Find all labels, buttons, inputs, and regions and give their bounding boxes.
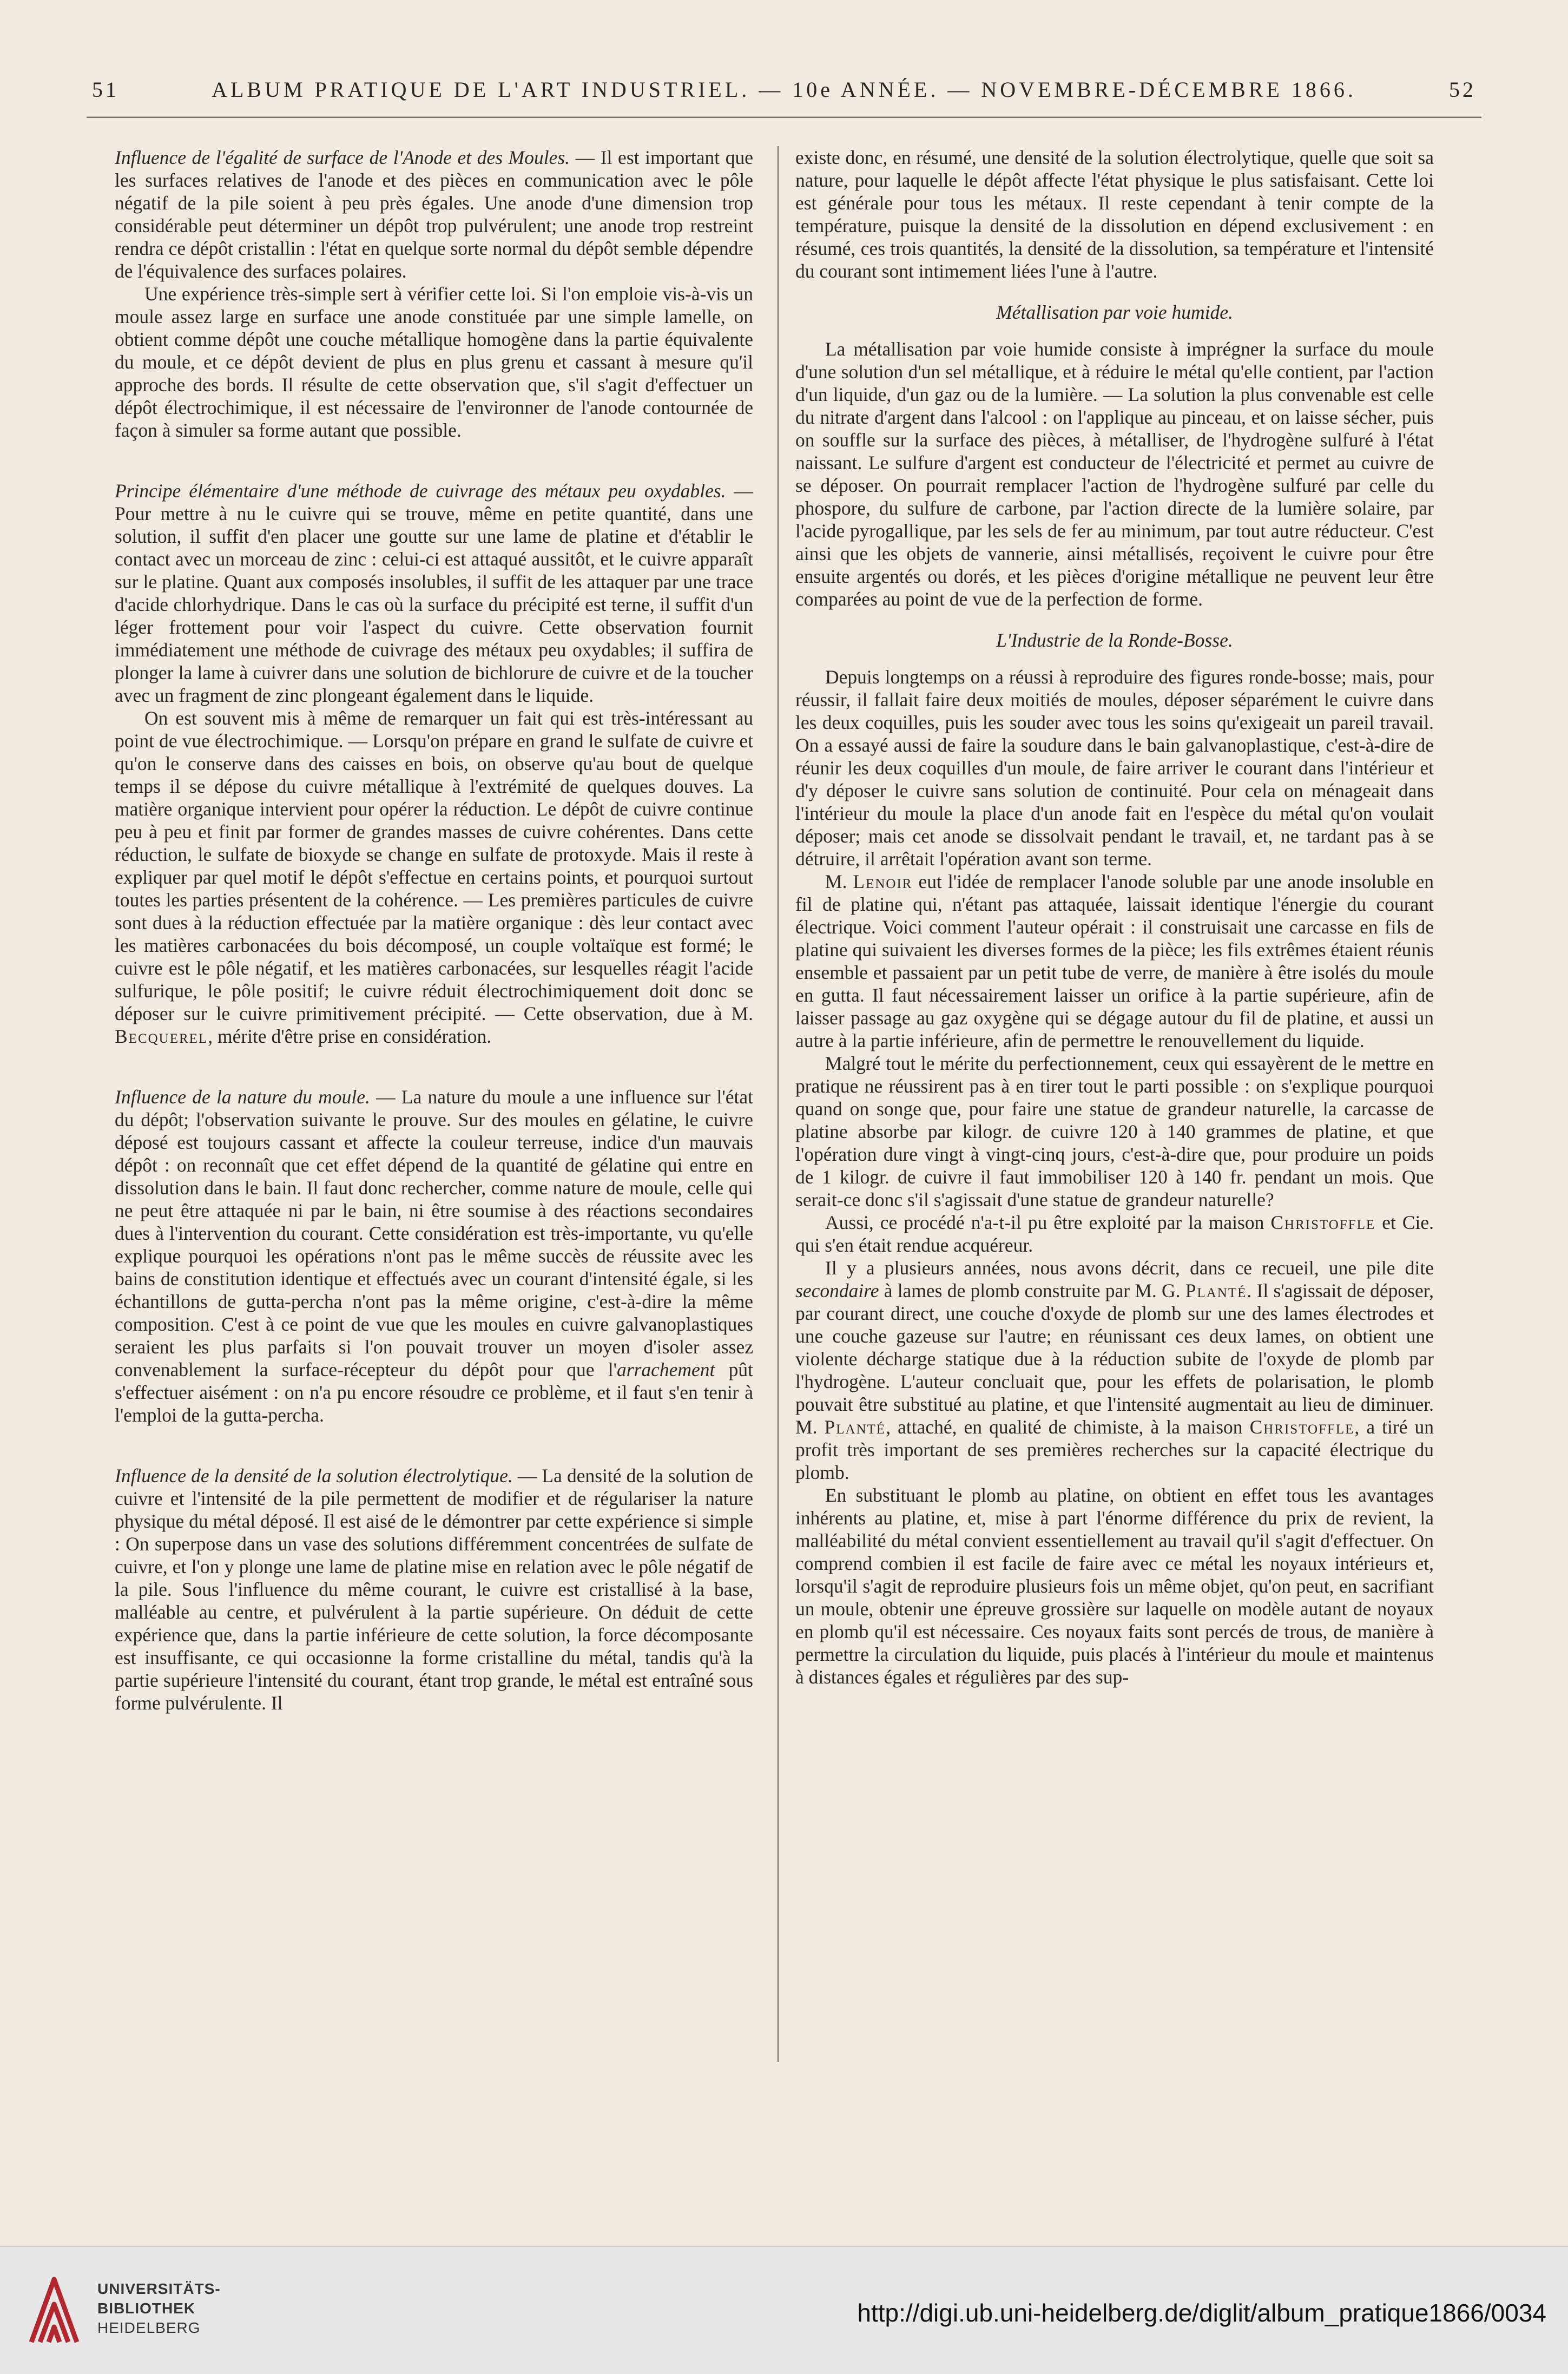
spacer bbox=[115, 1426, 753, 1464]
person-name: Planté bbox=[824, 1416, 886, 1438]
library-logo-icon[interactable] bbox=[22, 2273, 87, 2349]
permalink-url[interactable]: http://digi.ub.uni-heidelberg.de/diglit/album_pratique1866/0034 bbox=[857, 2299, 1546, 2327]
person-name: Becquerel bbox=[115, 1025, 208, 1047]
paragraph-text: et Cie. qui s'en était rendue acquéreur. bbox=[795, 1212, 1434, 1256]
paragraph: existe donc, en résumé, une densité de la solution électrolytique, quelle que soit sa nature, pour laquelle le dépôt affecte l'état physique le plus satisfaisant. Cette loi est générale pour tous les métaux. Il reste cependant à tenir compte de la température, puisque la densité de la dissolution en dépend exclusivement : en résumé, ces trois quantités, la densité de la dissolution, sa température et l'intensité du courant sont intimement liées l'une à l'autre. bbox=[795, 147, 1434, 282]
person-name: Planté bbox=[1185, 1280, 1247, 1301]
paragraph-text: M. bbox=[825, 871, 853, 892]
paragraph bbox=[115, 1086, 753, 1426]
section-heading: Influence de l'égalité de surface de l'Anode et des Moules. bbox=[115, 147, 570, 168]
left-column bbox=[115, 146, 753, 1714]
paragraph-text: On est souvent mis à même de remarquer un fait qui est très-intéressant au point de vue électrochimique. — Lorsqu'on prépare en grand le sulfate de cuivre et qu'on le conserve dans des caisses en bois, on observe qu'au bout de quelque temps il se dépose du cuivre métallique à l'extrémité de quelques douves. La matière organique intervient pour opérer la réduction. Le dépôt de cuivre continue peu à peu et finit par former de grandes masses de cuivre cohérentes. Dans cette réduction, le sulfate de bioxyde se change en sulfate de protoxyde. Mais il reste à expliquer par quel motif le dépôt s'effectue en certains points, et pourquoi surtout toutes les parties présentent de la cohérence. — Les premières particules de cuivre sont dues à la réduction effectuée par la matière organique : dès leur contact avec les matières carbonacées du bois décomposé, un couple voltaïque est formé; le cuivre est le pôle négatif, et les matières carbonacées, sur lesquelles réagit l'acide sulfurique, le pôle positif; le cuivre réduit électrochimiquement doit donc se déposer sur le cuivre primitivement précipité. — Cette observation, due à M. bbox=[115, 707, 753, 1024]
paragraph bbox=[795, 1211, 1434, 1257]
paragraph bbox=[795, 870, 1434, 1052]
paragraph bbox=[115, 707, 753, 1048]
paragraph-text: . Il s'agissait de déposer, par courant direct, une couche d'oxyde de plomb sur une des lames électrodes et une couche gazeuse sur l'autre; en réunissant ces deux lames, on obtient une violente décharge statique due à la réduction subite de l'oxyde de plomb par l'hydrogène. L'auteur concluait que, pour les effets de polarisation, le plomb pouvait être substitué au platine, et que l'intensité augmentait au lieu de diminuer. M. bbox=[795, 1280, 1434, 1438]
paragraph: Malgré tout le mérite du perfectionnement, ceux qui essayèrent de le mettre en pratique ne réussirent pas à en tirer tout le parti possible : on s'explique pourquoi quand on songe que, pour faire une statue de grandeur naturelle, la carcasse de platine absorbe par kilogr. de cuivre 120 à 140 grammes de platine, et que l'opération dure vingt à vingt-cinq jours, c'est-à-dire que, pour produire un poids de 1 kilogr. de cuivre il faut immobiliser 120 à 140 fr. pendant un mois. Que serait-ce donc s'il s'agissait d'une statue de grandeur naturelle? bbox=[795, 1053, 1434, 1211]
paragraph-text: , a tiré un profit très important de ses premières recherches sur la capacité électrique du plomb. bbox=[795, 1416, 1434, 1483]
journal-title: ALBUM PRATIQUE DE L'ART INDUSTRIEL. — 10e ANNÉE. — NOVEMBRE-DÉCEMBRE 1866. bbox=[212, 77, 1356, 102]
page-number-right: 52 bbox=[1449, 77, 1476, 102]
company-name: Christoffle bbox=[1270, 1212, 1376, 1233]
paragraph-text: — Il est important que les surfaces relatives de l'anode et des pièces en communication avec le pôle négatif de la pile soient à peu près égales. Une anode d'une dimension trop considérable peut déterminer un dépôt trop pulvérulent; une anode trop restreint rendra ce dépôt cristallin : l'état en quelque sorte normal du dépôt semble dépendre de l'équivalence des surfaces polaires. bbox=[115, 147, 753, 282]
paragraph-text: , attaché, en qualité de chimiste, à la maison bbox=[886, 1416, 1250, 1438]
section-title: Métallisation par voie humide. bbox=[996, 301, 1233, 323]
paragraph-text: à lames de plomb construite par M. G. bbox=[879, 1280, 1185, 1301]
italic-term: arrachement bbox=[617, 1359, 715, 1380]
section-heading: Principe élémentaire d'une méthode de cuivrage des métaux peu oxydables. bbox=[115, 480, 726, 502]
running-header bbox=[92, 70, 1476, 108]
paragraph-text: — Pour mettre à nu le cuivre qui se trouve, même en petite quantité, dans une solution, il suffit d'en placer une goutte sur une lame de platine et d'établir le contact avec un morceau de zinc : celui-ci est attaqué aussitôt, et le cuivre apparaît sur le platine. Quant aux composés insolubles, il suffit de les attaquer par une trace d'acide chlorhydrique. Dans le cas où la surface du précipité est terne, il suffit d'un léger frottement pour voir l'aspect du cuivre. Cette observation fournit immédiatement une méthode de cuivrage des métaux peu oxydables; il suffira de plonger la lame à cuivrer dans une solution de bichlorure de cuivre et de la toucher avec un fragment de zinc plongeant également dans le liquide. bbox=[115, 480, 753, 706]
paragraph-text: Aussi, ce procédé n'a-t-il pu être exploité par la maison bbox=[825, 1212, 1271, 1233]
paragraph bbox=[115, 146, 753, 282]
section-heading: Influence de la nature du moule. bbox=[115, 1086, 370, 1108]
digitization-footer bbox=[0, 2246, 1568, 2374]
paragraph bbox=[115, 1464, 753, 1714]
column-divider bbox=[778, 146, 779, 2062]
person-name: Lenoir bbox=[853, 871, 913, 892]
paragraph: En substituant le plomb au platine, on obtient en effet tous les avantages inhérents au platine, et, mise à part l'énorme différence du prix de revient, la malléabilité du métal convient essentiellement au travail qu'il s'agit d'effectuer. On comprend combien il est facile de faire avec ce métal les noyaux intérieurs et, lorsqu'il s'agit de reproduire plusieurs fois un même objet, qu'on peut, en sacrifiant un moule, obtenir une épreuve grossière sur laquelle on modèle autant de noyaux en plomb qu'il est nécessaire. Ces noyaux faits sont percés de trous, de manière à permettre la circulation du liquide, puis placés à l'intérieur du moule et maintenus à distances égales et régulières par des sup- bbox=[795, 1484, 1434, 1688]
paragraph: Depuis longtemps on a réussi à reproduire des figures ronde-bosse; mais, pour réussir, il fallait faire deux moitiés de moules, déposer séparément le cuivre dans les deux coquilles, puis les souder avec tous les soins qu'exigeait un pareil travail. On a essayé aussi de faire la soudure dans le bain galvanoplastique, c'est-à-dire de réunir les deux coquilles d'un moule, de faire arriver le courant dans l'intérieur et d'y déposer le cuivre sans solution de continuité. Pour cela on ménageait dans l'intérieur du moule la place d'un anode fait en l'espèce du métal qu'on voulait déposer; mais cet anode se dissolvait pendant le travail, et, ne tardant pas à se détruire, il arrêtait l'opération avant son terme. bbox=[795, 666, 1434, 870]
section-heading: Influence de la densité de la solution électrolytique. bbox=[115, 1465, 513, 1487]
paragraph: Une expérience très-simple sert à vérifier cette loi. Si l'on emploie vis-à-vis un moule assez large en surface une anode constituée par une simple lamelle, on obtient comme dépôt une couche métallique homogène dans la partie équivalente du moule, et ce dépôt devient de plus en plus grenu et cassant à mesure qu'il approche des bords. Il résulte de cette observation que, s'il s'agit d'effectuer un dépôt électrochimique, il est nécessaire de l'environner de l'anode contournée de façon à simuler sa forme autant que possible. bbox=[115, 283, 753, 441]
spacer bbox=[115, 442, 753, 479]
library-name-line: UNIVERSITÄTS- bbox=[97, 2280, 221, 2297]
paragraph-text: — La nature du moule a une influence sur l'état du dépôt; l'observation suivante le prouve. Sur des moules en gélatine, le cuivre déposé est toujours cassant et affecte la couleur terreuse, indice d'un mauvais dépôt : on reconnaît que cet effet dépend de la quantité de gélatine qui entre en dissolution dans le bain. Il faut donc rechercher, comme nature de moule, celle qui ne peut être attaquée ni par le bain, ni être soumise à des réactions secondaires dues à l'intervention du courant. Cette considération est très-importante, vu qu'elle explique pourquoi les opérations n'ont pas le même succès de réussite avec les bains de constitution identique et effectués avec un courant d'intensité égale, si les échantillons de gutta-percha n'ont pas la même origine, c'est-à-dire la même composition. C'est à ce point de vue que les moules en cuivre galvanoplastiques seraient les plus parfaits si l'on pouvait trouver un moyen d'isoler assez convenablement la surface-récepteur du dépôt pour que l' bbox=[115, 1086, 753, 1380]
paragraph bbox=[115, 479, 753, 707]
library-name-line: HEIDELBERG bbox=[97, 2319, 201, 2336]
paragraph-text: eut l'idée de remplacer l'anode soluble par une anode insoluble en fil de platine qui, n'étant pas attaquée, laissait identique l'énergie du courant électrique. Voici comment l'auteur opérait : il construisait une carcasse en fils de platine qui suivaient les diverses formes de la pièce; les fils extrêmes étaient réunis ensemble et passaient par un petit tube de verre, de manière à être isolés du moule en gutta. Il faut nécessairement laisser un orifice à la partie supérieure, afin de laisser passage au gaz oxygène qui se dégage autour du fil de platine, et aussi un autre à la partie inférieure, afin de permettre le renouvellement du liquide. bbox=[795, 871, 1434, 1051]
library-name-line: BIBLIOTHEK bbox=[97, 2300, 196, 2317]
section-title: L'Industrie de la Ronde-Bosse. bbox=[996, 629, 1233, 651]
right-column bbox=[795, 146, 1434, 1688]
paragraph-text: , mérite d'être prise en considération. bbox=[208, 1025, 492, 1047]
paragraph bbox=[795, 1257, 1434, 1484]
header-rule bbox=[87, 116, 1481, 118]
page-number-left: 51 bbox=[92, 77, 119, 102]
paragraph: La métallisation par voie humide consiste à imprégner la surface du moule d'une solution d'un sel métallique, et à réduire le métal qu'elle contient, par l'action d'un liquide, d'un gaz ou de la lumière. — La solution la plus convenable est celle du nitrate d'argent dans l'alcool : on l'applique au pinceau, et on laisse sécher, puis on souffle sur la surface des pièces, à métalliser, de l'hydrogène sulfuré à l'état naissant. Le sulfure d'argent est conducteur de l'électricité et permet au cuivre de se déposer. On pourrait remplacer l'action de l'hydrogène sulfuré par celle du phospore, du sulfure de carbone, par l'action directe de la lumière solaire, par l'acide pyrogallique, par les sels de fer au minimum, par tout autre réducteur. C'est ainsi que les objets de vannerie, ainsi métallisés, reçoivent le cuivre pour être ensuite argentés ou dorés, et les pièces d'origine métallique ne peuvent leur être comparées au point de vue de la perfection de forme. bbox=[795, 338, 1434, 610]
company-name: Christoffle bbox=[1249, 1416, 1355, 1438]
italic-term: secondaire bbox=[795, 1280, 879, 1301]
paragraph-text: — La densité de la solution de cuivre et l'intensité de la pile permettent de modifier et de régulariser la nature physique du métal déposé. Il est aisé de le démontrer par cette expérience si simple : On superpose dans un vase des solutions différemment concentrées de sulfate de cuivre, et l'on y plonge une lame de platine mise en relation avec le pôle négatif de la pile. Sous l'influence du même courant, le cuivre est cristallisé à la base, malléable au centre, et pulvérulent à la partie supérieure. On déduit de cette expérience que, dans la partie inférieure de cette solution, la force décomposante est insuffisante, ce qui occasionne la forme cristalline du métal, tandis qu'à la partie supérieure l'intensité du courant, étant trop grande, le métal est entraîné sous forme pulvérulente. Il bbox=[115, 1465, 753, 1714]
spacer bbox=[115, 1048, 753, 1086]
paragraph-text: pût s'effectuer aisément : on n'a pu encore résoudre ce problème, et il faut s'en tenir à l'emploi de la gutta-percha. bbox=[115, 1359, 753, 1426]
paragraph-text: Il y a plusieurs années, nous avons décrit, dans ce recueil, une pile dite bbox=[825, 1257, 1434, 1279]
library-name bbox=[97, 2279, 221, 2338]
